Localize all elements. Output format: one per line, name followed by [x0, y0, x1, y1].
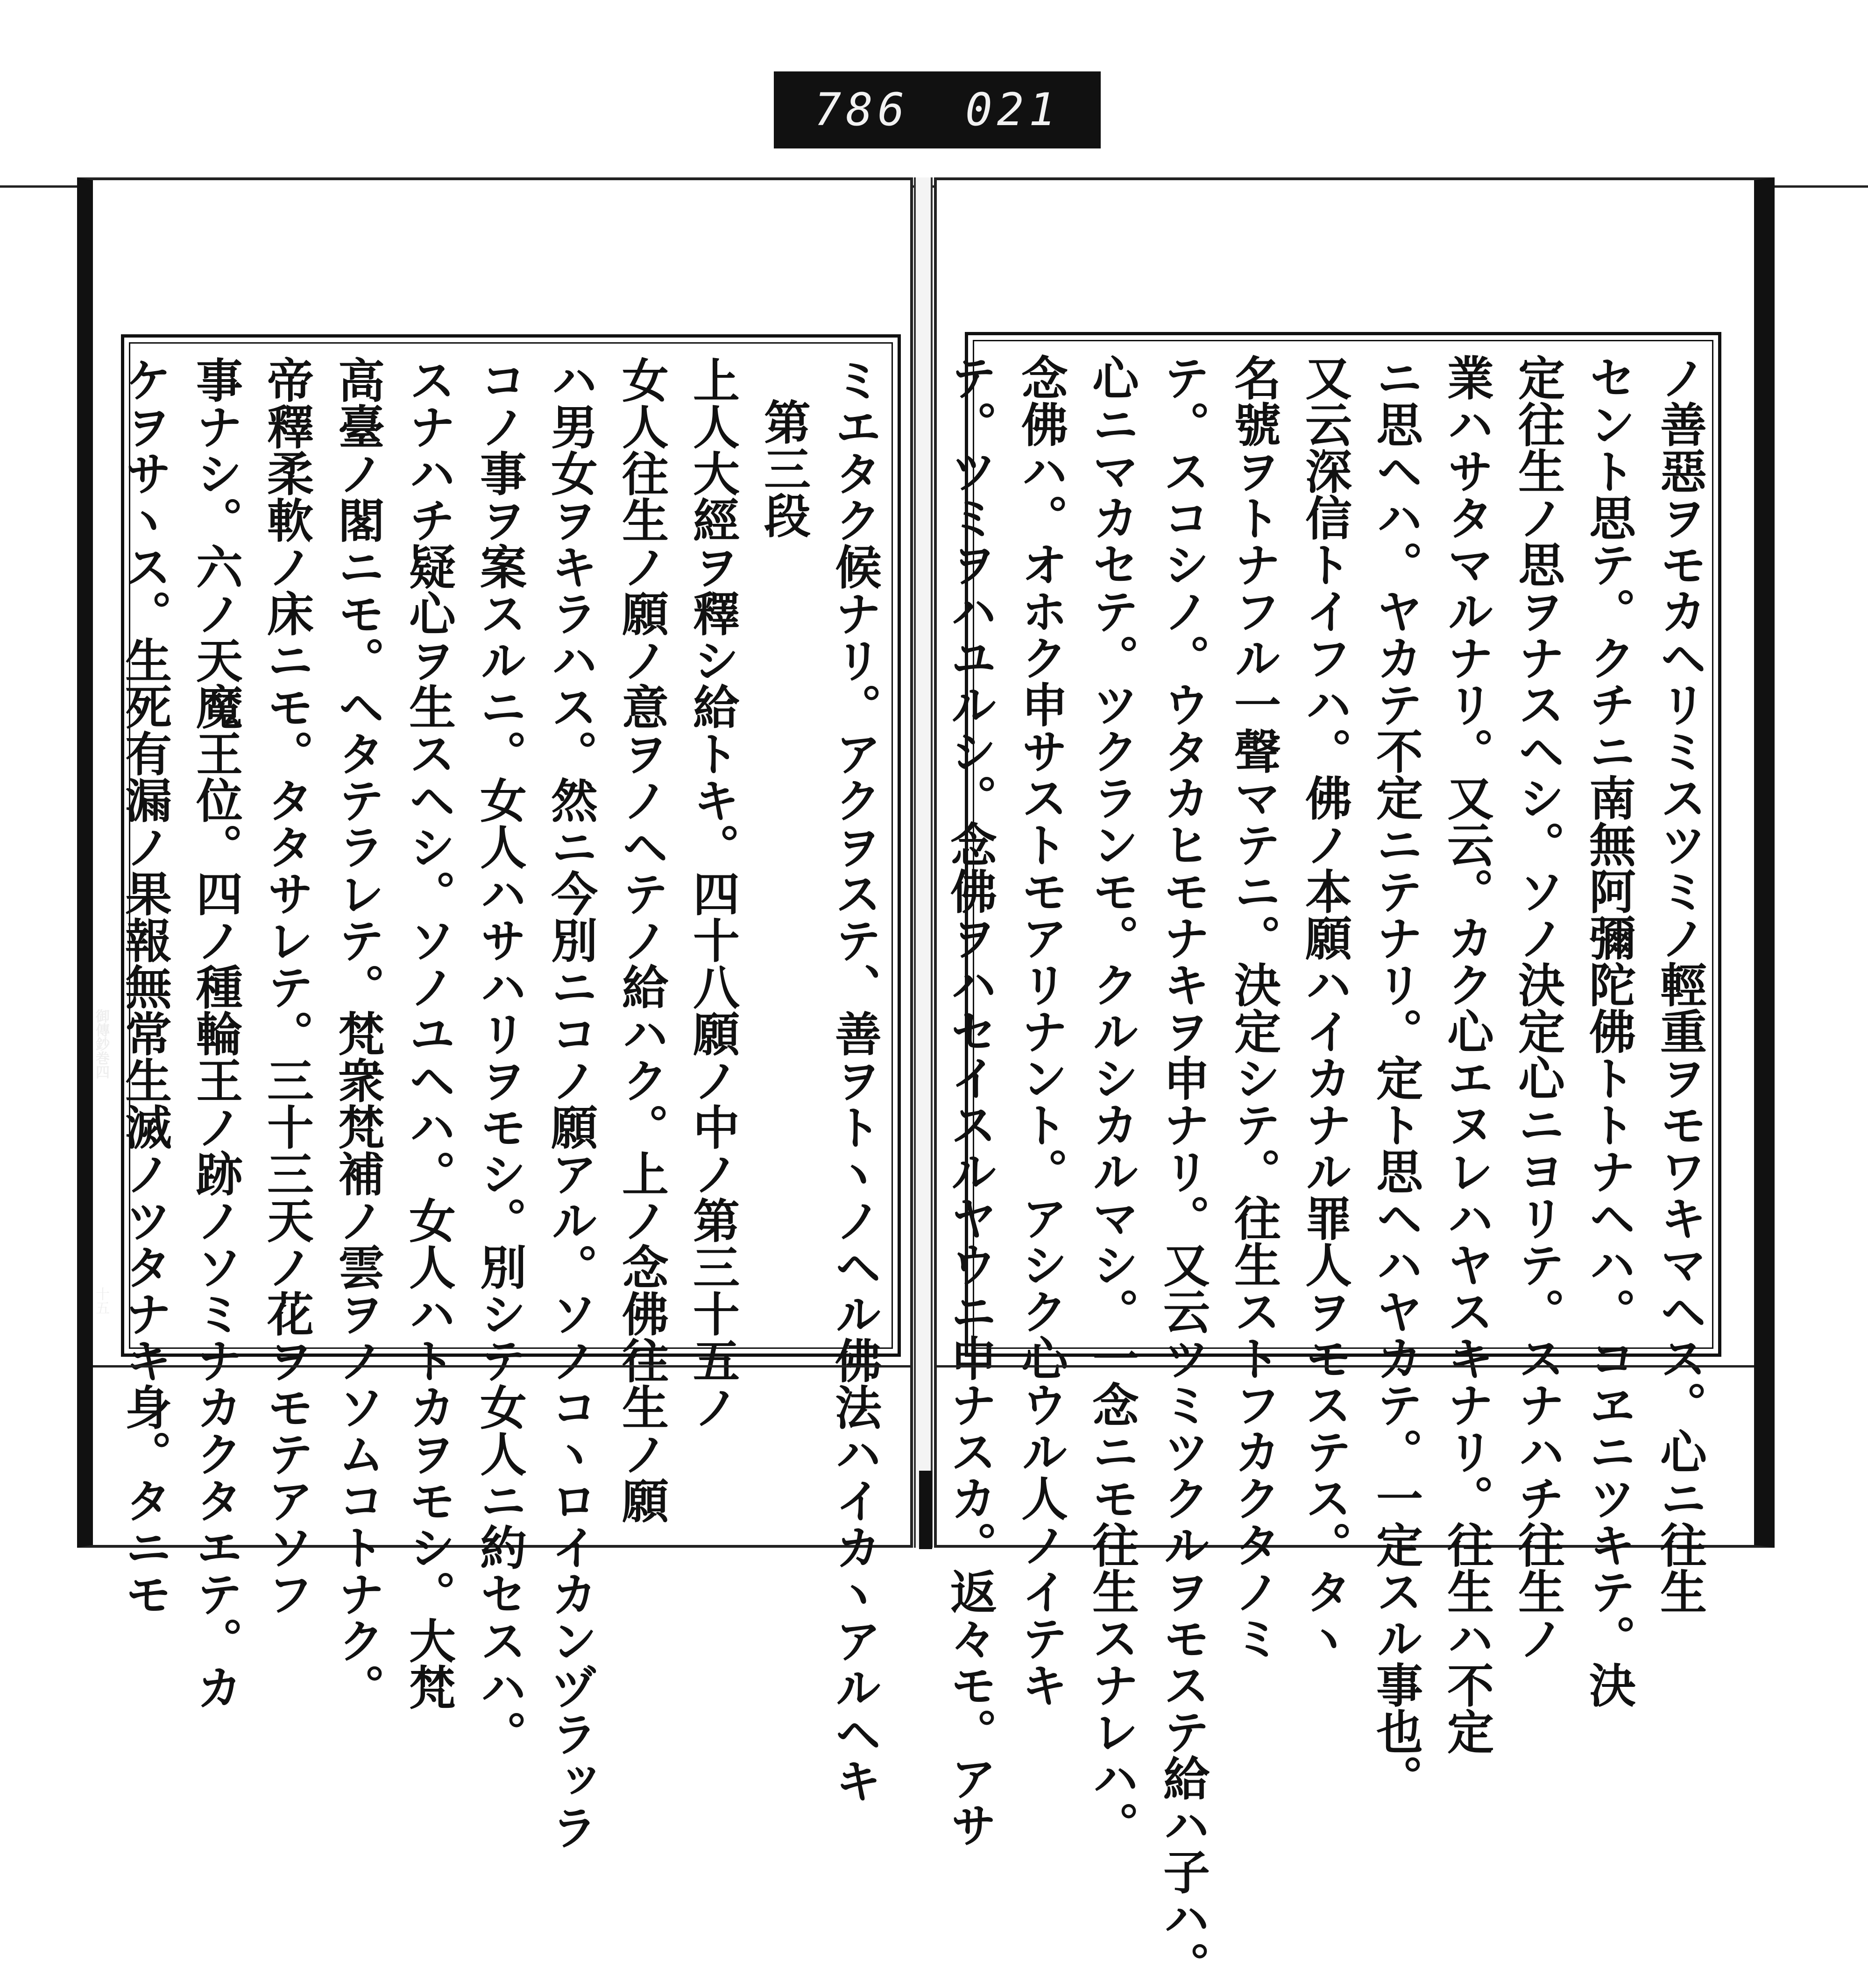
text-column: テ。ツミヲハユルシ。念佛ヲハセイスルヤウニ申ナスカ。返々モ。アサ — [942, 354, 998, 1848]
text-column: ハ男女ヲキラハス。然ニ今別ニコノ願アル。ソノコヽロイカンヅラッラ — [543, 356, 598, 1850]
right-text-area — [942, 354, 1715, 1988]
text-column: 上人大經ヲ釋シ給トキ。四十八願ノ中ノ第三十五ノ — [685, 356, 740, 1430]
left-text-area — [117, 356, 890, 1850]
left-page — [77, 177, 913, 1850]
text-column: ミエタク候ナリ。アクヲステ、善ヲトヽノヘル佛法ハイカヽアルヘキ — [827, 356, 882, 1804]
text-column: 帝釋柔軟ノ床ニモ。タタサレテ。三十三天ノ花ヲモテアソフ — [259, 356, 314, 1617]
text-column: ニ思ヘハ。ヤカテ不定ニテナリ。定ト思ヘハヤカテ。一定スル事也。 — [1368, 354, 1423, 1801]
text-column: 又云深信トイフハ。佛ノ本願ハイカナル罪人ヲモステス。タヽ — [1297, 354, 1352, 1661]
text-column: 女人往生ノ願ノ意ヲノヘテノ給ハク。上ノ念佛往生ノ願 — [614, 356, 669, 1523]
text-column: ケヲサヽス。生死有漏ノ果報無常生滅ノツタナキ身。タニモ — [117, 356, 172, 1617]
archive-label-left: 786 — [814, 84, 909, 136]
right-page-bottom — [937, 1365, 1754, 1545]
spine-clip — [919, 1471, 932, 1549]
archive-label-right: 021 — [965, 84, 1061, 136]
book-spine — [914, 177, 933, 1548]
left-page-bottom — [93, 1365, 910, 1545]
margin-title: 御傳鈔巻四 — [93, 1009, 109, 1079]
text-column: 業ハサタマルナリ。又云。カク心エヌレハヤスキナリ。往生ハ不定 — [1439, 354, 1494, 1755]
text-column: コノ事ヲ案スルニ。女人ハサハリヲモシ。別シテ女人ニ約セスハ。 — [472, 356, 527, 1757]
left-text-frame — [117, 334, 901, 1850]
text-column: 心ニマカセテ。ツクランモ。クルシカルマシ。一念ニモ往生スナレハ。 — [1084, 354, 1139, 1848]
text-column: 名號ヲトナフル一聲マテニ。決定シテ。往生ストフカクタノミ — [1226, 354, 1281, 1661]
text-column: スナハチ疑心ヲ生スヘシ。ソノユヘハ。女人ハトカヲモシ。大梵 — [401, 356, 456, 1710]
section-heading: 第三段 — [756, 398, 811, 538]
text-column: テ。スコシノ。ウタカヒモナキヲ申ナリ。又云ツミツクルヲモステ給ハ子ハ。 — [1155, 354, 1210, 1988]
right-page — [934, 177, 1775, 1988]
text-column: 高臺ノ閣ニモ。ヘタテラレテ。梵衆梵補ノ雲ヲノソムコトナク。 — [330, 356, 385, 1710]
margin-folio: 十五 — [93, 1287, 109, 1315]
text-column: ノ善惡ヲモカヘリミスツミノ輕重ヲモワキマヘス。心ニ往生 — [1652, 354, 1707, 1614]
text-column: セント思テ。クチニ南無阿彌陀佛トトナヘハ。コヱニツキテ。決 — [1581, 354, 1636, 1708]
archive-label — [774, 71, 1101, 148]
text-column: 事ナシ。六ノ天魔王位。四ノ種輪王ノ跡ノソミナカクタエテ。カ — [188, 356, 243, 1710]
text-column: 念佛ハ。オホク申サストモアリナント。アシク心ウル人ノイテキ — [1013, 354, 1068, 1708]
text-column: 定往生ノ思ヲナスヘシ。ソノ決定心ニヨリテ。スナハチ往生ノ — [1510, 354, 1565, 1661]
right-text-frame — [942, 332, 1721, 1988]
